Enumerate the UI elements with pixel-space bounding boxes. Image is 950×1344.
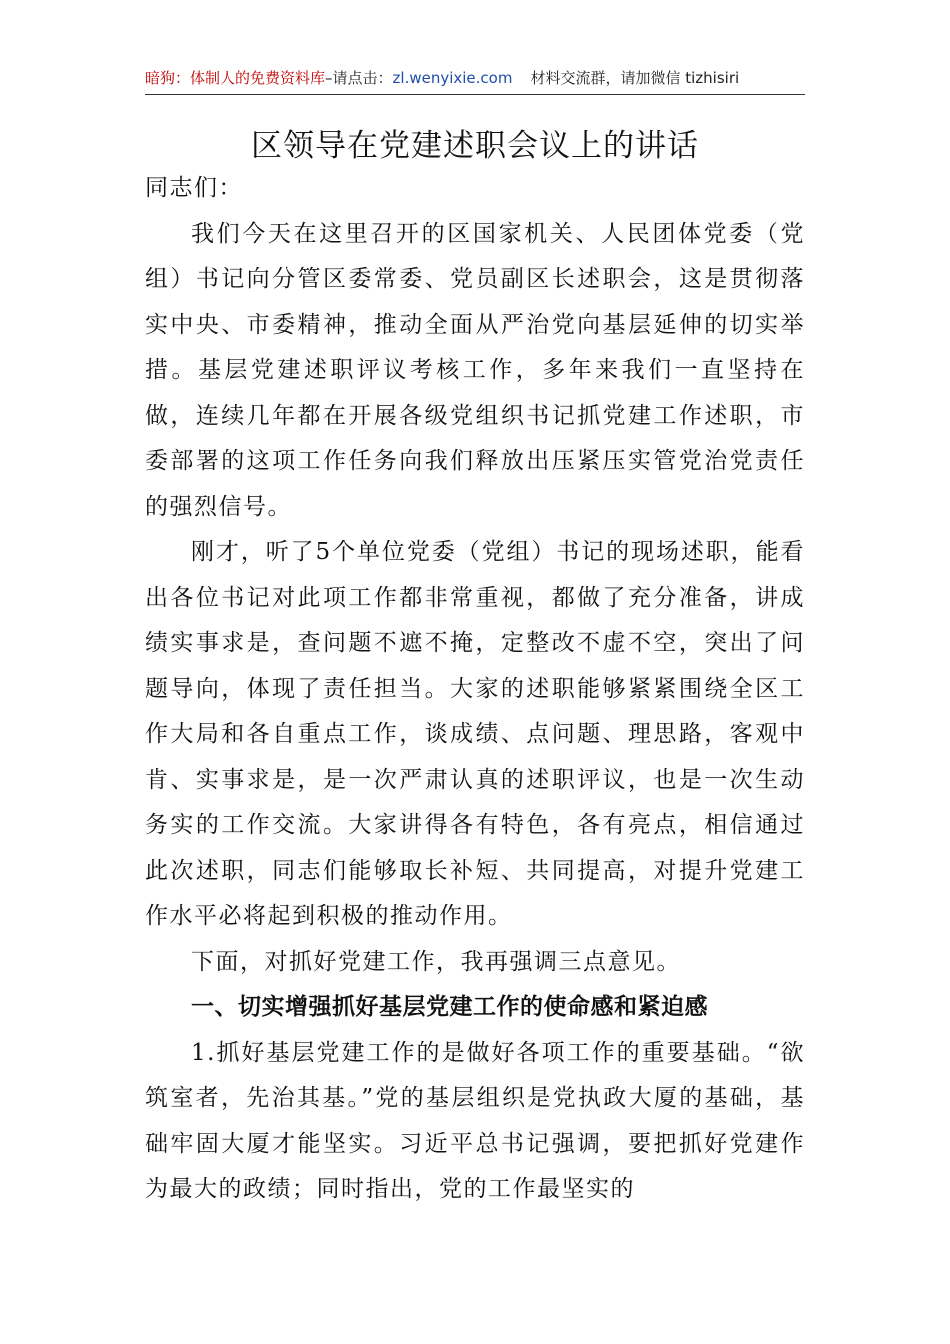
paragraph-review: 刚才，听了5个单位党委（党组）书记的现场述职，能看出各位书记对此项工作都非常重视，都做了充分准备，讲成绩实事求是，查问题不遮不掩，定整改不虚不空，突出了问题导向，体现了责任担当。大家的述职能够紧紧围绕全区工作大局和各自重点工作，谈成绩、点问题、理思路，客观中肯、实事求是，是一次严肃认真的述职评议，也是一次生动务实的工作交流。大家讲得各有特色，各有亮点，相信通过此次述职，同志们能够取长补短、共同提高，对提升党建工作水平必将起到积极的推动作用。 <box>145 539 805 929</box>
document-title: 区领导在党建述职会议上的讲话 <box>251 128 699 164</box>
click-prompt: –请点击： <box>325 69 393 87</box>
salutation: 同志们： <box>145 175 243 201</box>
paragraph-intro: 我们今天在这里召开的区国家机关、人民团体党委（党组）书记向分管区委常委、党员副区长述职会，这是贯彻落实中央、市委精神，推动全面从严治党向基层延伸的切实举措。基层党建述职评议考核工作，多年来我们一直坚持在做，连续几年都在开展各级党组织书记抓党建工作述职，市委部署的这项工作任务向我们释放出压紧压实管党治党责任的强烈信号。 <box>145 220 805 520</box>
wechat-note: 材料交流群，请加微信 tizhisiri <box>530 69 740 87</box>
site-link[interactable]: zl.wenyixie.com <box>392 69 513 87</box>
subsection-paragraph: 1.抓好基层党建工作的是做好各项工作的重要基础。“欲筑室者，先治其基。”党的基层组织是党执政大厦的基础，基础牢固大厦才能坚实。习近平总书记强调，要把抓好党建作为最大的政绩；同时指出，党的工作最坚实的 <box>145 1039 805 1202</box>
section-heading: 一、切实增强抓好基层党建工作的使命感和紧迫感 <box>191 994 708 1020</box>
page-header <box>145 66 805 90</box>
header-divider <box>145 94 805 95</box>
document-body <box>145 166 805 1213</box>
source-label: 暗狗：体制人的免费资料库 <box>145 69 326 87</box>
paragraph-transition: 下面，对抓好党建工作，我再强调三点意见。 <box>191 948 681 975</box>
